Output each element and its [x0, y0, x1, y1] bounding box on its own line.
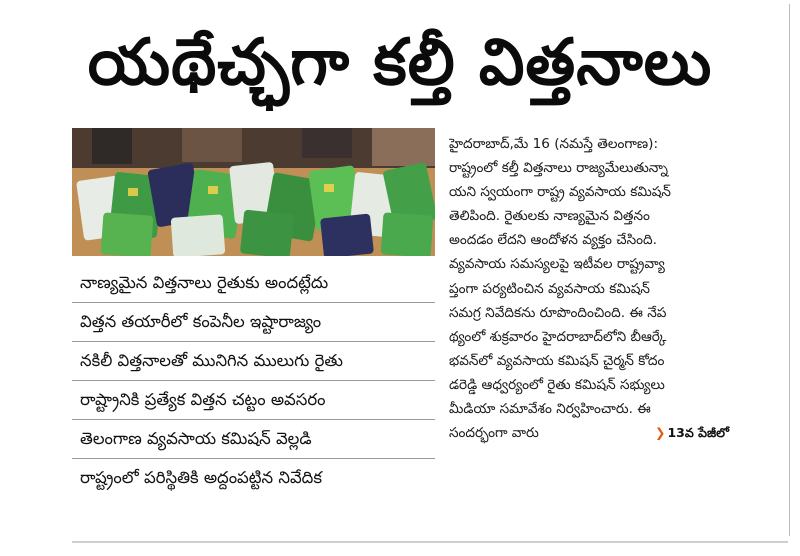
article-line: యని స్వయంగా రాష్ట్ర వ్యవసాయ కమిషన్ — [449, 184, 671, 201]
headline: యథేచ్ఛగా కల్తీ విత్తనాలు — [87, 26, 713, 100]
article-line: థ్యంలో శుక్రవారం హైదరాబాద్‌లోని బీఆర్కే — [449, 328, 667, 345]
article-body — [449, 132, 789, 445]
article-line: సమగ్ర నివేదికను రూపొందించింది. ఈ నేప — [449, 304, 667, 321]
seed-packets-photo — [72, 128, 435, 256]
article-line: మీడియా సమావేశం నిర్వహించారు. ఈ — [449, 401, 651, 418]
continued-on-page[interactable] — [655, 421, 729, 445]
chevron-right-icon: ❯ — [654, 425, 666, 441]
highlight-item: నాణ్యమైన విత్తనాలు రైతుకు అందట్లేదు — [72, 264, 435, 303]
article-line: తెలిపింది. రైతులకు నాణ్యమైన విత్తనం — [449, 208, 650, 225]
highlight-item: విత్తన తయారీలో కంపెనీల ఇష్టారాజ్యం — [72, 303, 435, 342]
article-line: ప్తంగా పర్యటించిన వ్యవసాయ కమిషన్ — [449, 280, 650, 297]
highlight-item: తెలంగాణ వ్యవసాయ కమిషన్ వెల్లడి — [72, 420, 435, 459]
article-line: భవన్‌లో వ్యవసాయ కమిషన్ చైర్మన్ కోదం — [449, 352, 665, 369]
highlights-list — [72, 264, 435, 497]
article-line: రాష్ట్రంలో కల్తీ విత్తనాలు రాజ్యమేలుతున్నా — [449, 160, 668, 177]
highlight-item: రాష్ట్రానికి ప్రత్యేక విత్తన చట్టం అవసరం — [72, 381, 435, 420]
article-line: అందడం లేదని ఆందోళన వ్యక్తం చేసింది. — [449, 232, 657, 249]
article-line: సందర్భంగా వారు — [449, 425, 539, 442]
continued-label: 13వ పేజీలో — [667, 425, 729, 441]
dateline: హైదరాబాద్,మే 16 (నమస్తే తెలంగాణ): — [449, 136, 659, 152]
highlight-item: రాష్ట్రంలో పరిస్థితికి అద్దంపట్టిన నివేదిక — [80, 468, 322, 487]
highlight-item: నకిలీ విత్తనాలతో మునిగిన ములుగు రైతు — [72, 342, 435, 381]
column-divider — [789, 4, 791, 536]
article-line: వ్యవసాయ సమస్యలపై ఇటీవల రాష్ట్రవ్యా — [449, 256, 665, 273]
article-line: డరెడ్డి ఆధ్వర్యంలో రైతు కమిషన్ సభ్యులు — [449, 376, 665, 393]
article-last-line — [449, 421, 789, 445]
bottom-rule — [72, 541, 788, 543]
